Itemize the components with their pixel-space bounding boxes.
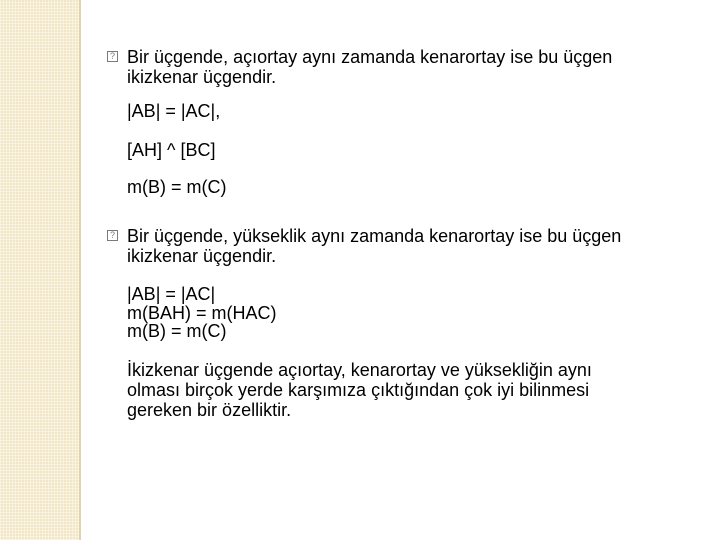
note-line-1: İkizkenar üçgende açıortay, kenarortay ve yüksekliğin aynı bbox=[127, 360, 592, 380]
bullet-1-line-1: Bir üçgende, açıortay aynı zamanda kenarortay ise bu üçgen bbox=[127, 47, 613, 67]
bullet-1-line-2: ikizkenar üçgendir. bbox=[127, 67, 277, 87]
note-line-2: olması birçok yerde karşımıza çıktığından çok iyi bilinmesi bbox=[127, 380, 590, 400]
formula-1-2: [AH] ^ [BC] bbox=[127, 140, 216, 160]
note-line-3: gereken bir özelliktir. bbox=[127, 400, 292, 420]
formula-2-1: |AB| = |AC| bbox=[127, 284, 216, 304]
bullet-2-line-1: Bir üçgende, yükseklik aynı zamanda kenarortay ise bu üçgen bbox=[127, 226, 622, 246]
bullet-2-line-2: ikizkenar üçgendir. bbox=[127, 246, 277, 266]
bullet-1-icon: ? bbox=[107, 51, 118, 62]
formula-2-3: m(B) = m(C) bbox=[127, 321, 227, 341]
formula-1-3: m(B) = m(C) bbox=[127, 177, 227, 197]
formula-1-1: |AB| = |AC|, bbox=[127, 101, 221, 121]
formula-2-2: m(BAH) = m(HAC) bbox=[127, 303, 277, 323]
bullet-2-icon: ? bbox=[107, 230, 118, 241]
